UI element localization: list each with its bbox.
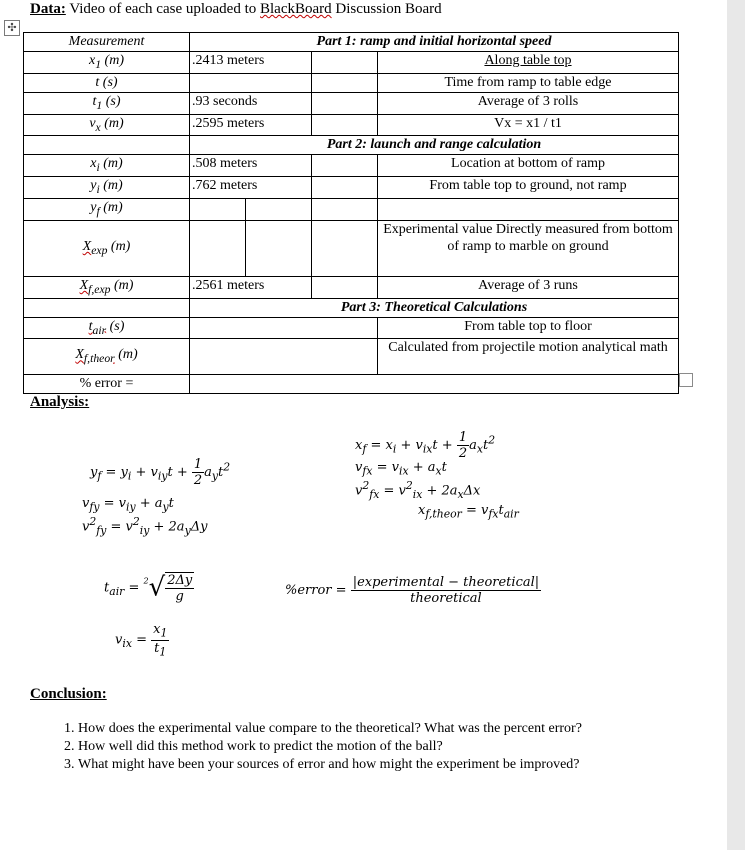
data-table: [23, 32, 679, 394]
row-yi-value: .762 meters: [190, 177, 312, 199]
row-vx-note: Vx = x1 / t1: [378, 114, 679, 136]
table-move-handle-icon[interactable]: ✣: [4, 20, 20, 36]
analysis-heading: Analysis:: [30, 394, 90, 410]
row-xi-label: $x_i$ (m): [24, 155, 190, 177]
eq-vfx2: $v^2_{fx} = v^2_{ix} + 2a_x\Delta x$: [355, 479, 481, 501]
row-xftheor-label: $X_{f,theor}$ (m): [24, 339, 190, 375]
row-xi-note: Location at bottom of ramp: [378, 155, 679, 177]
row-t1-note: Average of 3 rolls: [378, 92, 679, 114]
list-item: 1. How does the experimental value compare to the theoretical? What was the percent error?: [78, 720, 618, 738]
row-t1-value: .93 seconds: [190, 92, 312, 114]
part3-header: Part 3: Theoretical Calculations: [190, 298, 679, 317]
eq-xftheor: $x_{f,theor} = v_{fx}t_{air}$: [418, 503, 519, 521]
row-xftheor-note: Calculated from projectile motion analytical math: [378, 339, 679, 375]
conclusion-heading: Conclusion:: [30, 686, 107, 702]
eq-vfy: $v_{fy} = v_{iy} + a_yt$: [82, 496, 174, 514]
row-xfexp-label: $X_{f,exp}$ (m): [24, 276, 190, 298]
row-x1-label: $x_1$ (m): [24, 52, 190, 74]
row-xfexp-value: .2561 meters: [190, 276, 312, 298]
row-xexp-label: $X_{exp}$ (m): [24, 220, 190, 276]
row-x1-note: Along table top: [378, 52, 679, 74]
part2-header: Part 2: launch and range calculation: [190, 136, 679, 155]
eq-tair: $t_{air} = ^2√$ $\frac{2\Delta y}{g}$: [104, 572, 193, 604]
eq-vix: $v_{ix}$ = $\frac{x_1}{t_1}$: [115, 622, 168, 659]
table-resize-handle[interactable]: [679, 373, 693, 387]
row-t-value: [190, 73, 312, 92]
measurement-header: Measurement: [24, 33, 190, 52]
row-vx-value: .2595 meters: [190, 114, 312, 136]
vertical-scrollbar[interactable]: [727, 0, 745, 850]
percent-error-label: % error =: [24, 375, 190, 394]
row-xfexp-note: Average of 3 runs: [378, 276, 679, 298]
eq-vfx: $v_{fx} = v_{ix} + a_xt$: [355, 460, 447, 478]
question-list: [54, 720, 618, 774]
eq-xf: $x_f = x_i + v_{ix}t$ + $\frac{1}{2}$ $a_xt^2$: [355, 430, 496, 461]
data-label: Data:: [30, 1, 66, 17]
row-yi-label: $y_i$ (m): [24, 177, 190, 199]
data-heading: [30, 1, 442, 18]
eq-error: %error = $\frac{\text{|experimental − theoretical|}}{\text{theoretical}}$: [285, 575, 540, 606]
data-text-after: Discussion Board: [331, 1, 442, 17]
data-brand: BlackBoard: [260, 1, 332, 17]
row-yi-note: From table top to ground, not ramp: [378, 177, 679, 199]
row-yf-label: $y_f$ (m): [24, 198, 190, 220]
list-item: 3. What might have been your sources of error and how might the experiment be improved?: [78, 756, 618, 774]
part1-header: Part 1: ramp and initial horizontal speed: [190, 33, 679, 52]
row-xi-value: .508 meters: [190, 155, 312, 177]
row-t-note: Time from ramp to table edge: [378, 73, 679, 92]
eq-vfy2: $v^2_{fy} = v^2_{iy} + 2a_y\Delta y$: [82, 515, 208, 537]
row-xexp-note: Experimental value Directly measured from bottom of ramp to marble on ground: [378, 220, 679, 276]
row-vx-label: $v_x$ (m): [24, 114, 190, 136]
eq-yf: $y_f = y_i + v_{iy}t$ + $\frac{1}{2}$ $a_yt^2$: [90, 457, 231, 488]
list-item: 2. How well did this method work to predict the motion of the ball?: [78, 738, 618, 756]
row-t1-label: $t_1$ (s): [24, 92, 190, 114]
row-tair-label: $t_{air}$ (s): [24, 317, 190, 339]
row-x1-value: .2413 meters: [190, 52, 312, 74]
row-t-label: t (s): [24, 73, 190, 92]
data-text-before: Video of each case uploaded to: [69, 1, 260, 17]
row-tair-note: From table top to floor: [378, 317, 679, 339]
